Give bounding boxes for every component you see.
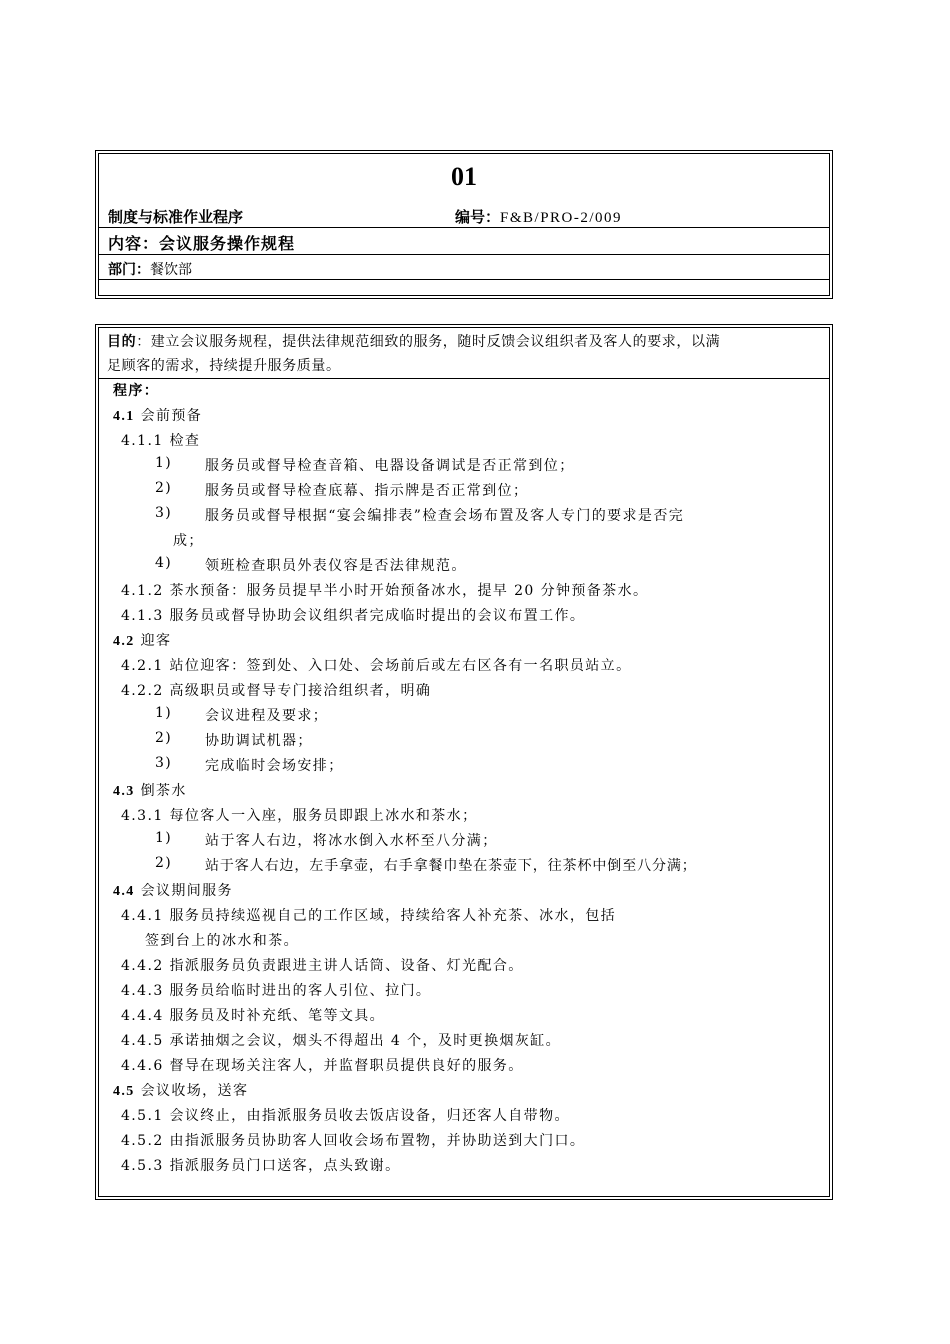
purpose-paragraph (107, 330, 823, 378)
subsection-4-5-3: 4.5.3 指派服务员门口送客，点头致谢。 (121, 1158, 401, 1174)
system-title: 制度与标准作业程序 (108, 208, 244, 226)
section-4-1 (113, 405, 202, 425)
subsection-4-3-1: 4.3.1 每位客人一入座，服务员即跟上冰水和茶水； (121, 808, 478, 824)
section-number: 4.2 (113, 634, 135, 649)
section-number: 4.4 (113, 884, 135, 899)
subsection-4-1-2: 4.1.2 茶水预备：服务员提早半小时开始预备冰水，提早 20 分钟预备茶水。 (121, 583, 649, 599)
list-number: 1) (155, 705, 173, 721)
list-number: 1) (155, 830, 173, 846)
subsection-4-2-2: 4.2.2 高级职员或督导专门接洽组织者，明确 (121, 683, 432, 699)
section-number: 4.3 (113, 784, 135, 799)
purpose-label: 目的 (107, 334, 137, 350)
section-4-2 (113, 630, 171, 650)
list-text: 站于客人右边，左手拿壶，右手拿餐巾垫在茶壶下，往茶杯中倒至八分满； (205, 858, 697, 874)
row-divider (99, 227, 829, 228)
subsection-4-4-5: 4.4.5 承诺抽烟之会议，烟头不得超出 4 个，及时更换烟灰缸。 (121, 1033, 562, 1049)
row-divider (99, 279, 829, 280)
subsection-4-1-3: 4.1.3 服务员或督导协助会议组织者完成临时提出的会议布置工作。 (121, 608, 586, 624)
list-text-continuation: 成； (173, 533, 204, 549)
section-number: 4.5 (113, 1084, 135, 1099)
section-4-5 (113, 1080, 248, 1100)
list-text: 会议进程及要求； (205, 708, 329, 724)
document-number: 01 (451, 162, 477, 191)
document-code-label: 编号： (455, 208, 501, 226)
section-title: 迎客 (140, 633, 172, 649)
list-number: 3) (155, 505, 173, 521)
procedure-label: 程序： (113, 383, 160, 399)
list-number: 2) (155, 855, 173, 871)
document-code-value: F&B/PRO-2/009 (500, 210, 623, 226)
list-text: 服务员或督导检查音箱、电器设备调试是否正常到位； (205, 458, 575, 474)
subsection-4-5-2: 4.5.2 由指派服务员协助客人回收会场布置物，并协助送到大门口。 (121, 1133, 586, 1149)
list-text: 完成临时会场安排； (205, 758, 344, 774)
section-4-3 (113, 780, 187, 800)
subsection-continuation: 签到台上的冰水和茶。 (145, 933, 299, 949)
subsection-4-2-1: 4.2.1 站位迎客：签到处、入口处、会场前后或左右区各有一名职员站立。 (121, 658, 632, 674)
section-title: 会前预备 (140, 408, 203, 424)
subsection-4-5-1: 4.5.1 会议终止，由指派服务员收去饭店设备，归还客人自带物。 (121, 1108, 570, 1124)
purpose-text-2: 足顾客的需求，持续提升服务质量。 (107, 358, 341, 374)
department-value: 餐饮部 (150, 262, 192, 278)
list-text: 服务员或督导检查底幕、指示牌是否正常到位； (205, 483, 529, 499)
section-title: 倒茶水 (140, 783, 187, 799)
list-number: 4) (155, 555, 173, 571)
header-inner-frame (98, 153, 830, 296)
list-number: 2) (155, 480, 173, 496)
list-number: 2) (155, 730, 173, 746)
subsection-4-4-3: 4.4.3 服务员给临时进出的客人引位、拉门。 (121, 983, 432, 999)
subsection-4-4-2: 4.4.2 指派服务员负责跟进主讲人话筒、设备、灯光配合。 (121, 958, 524, 974)
section-4-4 (113, 880, 233, 900)
row-divider (99, 254, 829, 255)
list-number: 1) (155, 455, 173, 471)
subsection-4-4-6: 4.4.6 督导在现场关注客人，并监督职员提供良好的服务。 (121, 1058, 524, 1074)
content-title: 内容：会议服务操作规程 (108, 234, 296, 253)
purpose-text-1: ：建立会议服务规程，提供法律规范细致的服务，随时反馈会议组织者及客人的要求，以满 (136, 334, 721, 350)
section-title: 会议期间服务 (140, 883, 233, 899)
department-label: 部门： (108, 262, 150, 278)
subsection-4-4-4: 4.4.4 服务员及时补充纸、笔等文具。 (121, 1008, 386, 1024)
section-title: 会议收场，送客 (140, 1083, 249, 1099)
department-row (108, 259, 192, 279)
row-divider (99, 378, 829, 379)
list-text: 服务员或督导根据“宴会编排表”检查会场布置及客人专门的要求是否完 (205, 508, 685, 524)
section-number: 4.1 (113, 409, 135, 424)
subsection-4-1-1: 4.1.1 检查 (121, 433, 201, 449)
list-text: 协助调试机器； (205, 733, 313, 749)
list-number: 3) (155, 755, 173, 771)
header-table (95, 150, 833, 299)
subsection-4-4-1: 4.4.1 服务员持续巡视自己的工作区域，持续给客人补充茶、冰水，包括 (121, 908, 617, 924)
list-text: 站于客人右边，将冰水倒入水杯至八分满； (205, 833, 498, 849)
document-code (455, 206, 622, 227)
list-text: 领班检查职员外表仪容是否法律规范。 (205, 558, 467, 574)
